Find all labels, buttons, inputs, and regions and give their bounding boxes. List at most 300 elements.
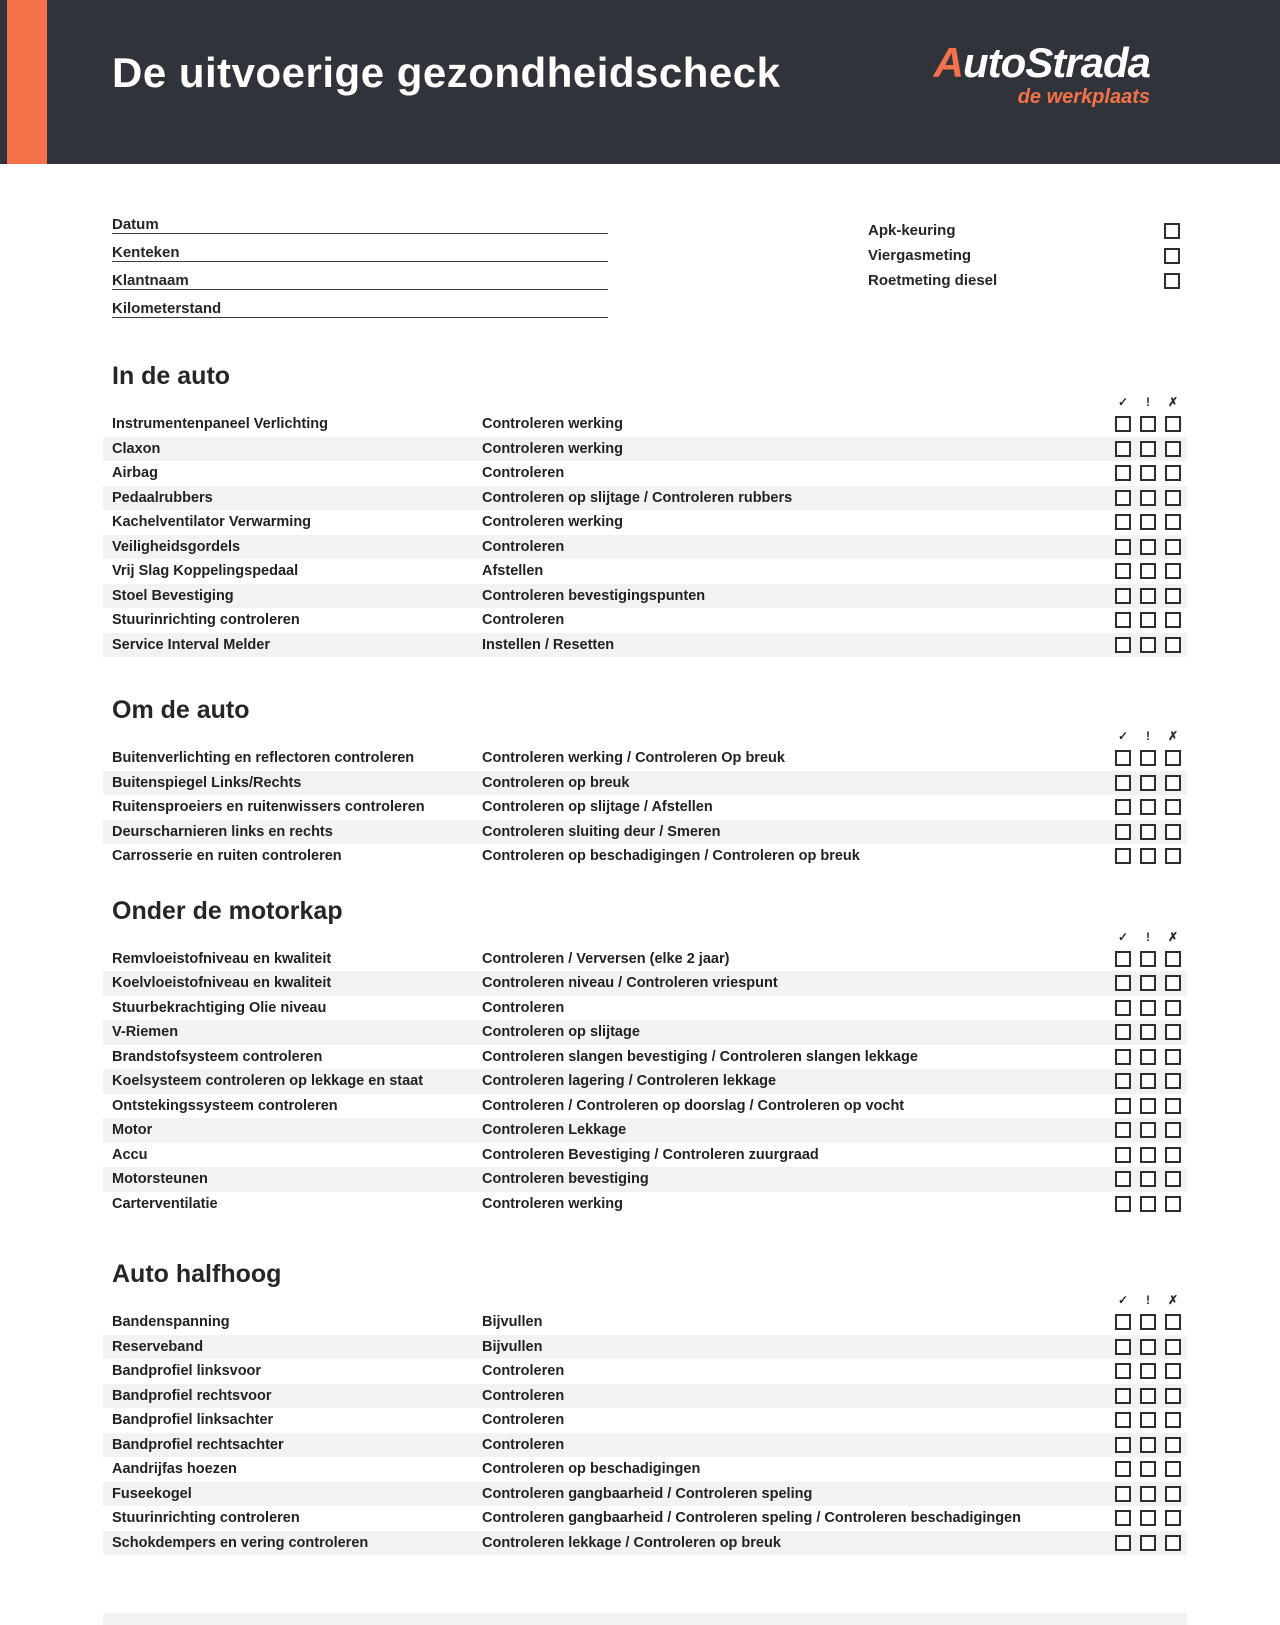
checkbox-fail[interactable] xyxy=(1165,1461,1181,1477)
checkbox-ok[interactable] xyxy=(1115,1171,1131,1187)
checkbox-ok[interactable] xyxy=(1115,848,1131,864)
row-name: Schokdempers en vering controleren xyxy=(112,1534,369,1551)
row-checkboxes xyxy=(1115,1000,1187,1016)
row-task: Controleren op breuk xyxy=(482,774,630,791)
checkbox-fail[interactable] xyxy=(1165,1535,1181,1551)
legend xyxy=(103,929,1187,945)
checkbox-warn[interactable] xyxy=(1140,588,1156,604)
sections xyxy=(103,360,1187,1555)
checkbox-fail[interactable] xyxy=(1165,1388,1181,1404)
checkbox-warn[interactable] xyxy=(1140,1363,1156,1379)
table-row xyxy=(103,1167,1187,1192)
legend-fail-icon: ✗ xyxy=(1167,1293,1179,1307)
legend-warn-icon: ! xyxy=(1146,1293,1150,1307)
table-row xyxy=(103,1359,1187,1384)
checkbox-ok[interactable] xyxy=(1115,975,1131,991)
checkbox-fail[interactable] xyxy=(1165,1098,1181,1114)
extra-check-row xyxy=(868,243,1180,268)
checkbox-ok[interactable] xyxy=(1115,1339,1131,1355)
section-rows xyxy=(103,746,1187,869)
checkbox-warn[interactable] xyxy=(1140,750,1156,766)
checkbox-ok[interactable] xyxy=(1115,490,1131,506)
row-checkboxes xyxy=(1115,1147,1187,1163)
row-checkboxes xyxy=(1115,490,1187,506)
checkbox-fail[interactable] xyxy=(1165,1024,1181,1040)
kenteken-label: Kenteken xyxy=(112,244,180,261)
table-row xyxy=(103,947,1187,972)
checkbox-fail[interactable] xyxy=(1165,824,1181,840)
row-name: Bandprofiel rechtsvoor xyxy=(112,1387,272,1404)
row-name: Koelvloeistofniveau en kwaliteit xyxy=(112,975,332,992)
row-checkboxes xyxy=(1115,1461,1187,1477)
checkbox-ok[interactable] xyxy=(1115,951,1131,967)
row-name: Motor xyxy=(112,1122,153,1139)
row-task: Controleren xyxy=(482,465,565,482)
checkbox-warn[interactable] xyxy=(1140,514,1156,530)
checkbox-warn[interactable] xyxy=(1140,1412,1156,1428)
table-row xyxy=(103,1506,1187,1531)
klantnaam-label: Klantnaam xyxy=(112,272,189,289)
row-name: Brandstofsysteem controleren xyxy=(112,1048,323,1065)
checkbox-warn[interactable] xyxy=(1140,1196,1156,1212)
table-row xyxy=(103,510,1187,535)
row-task: Controleren Bevestiging / Controleren zuurgraad xyxy=(482,1146,819,1163)
row-checkboxes xyxy=(1115,799,1187,815)
checkbox-warn[interactable] xyxy=(1140,799,1156,815)
row-checkboxes xyxy=(1115,1122,1187,1138)
row-name: Claxon xyxy=(112,440,161,457)
section-title: Om de auto xyxy=(112,696,250,724)
row-task: Controleren gangbaarheid / Controleren speling / Controleren beschadigingen xyxy=(482,1510,1021,1527)
page-title: De uitvoerige gezondheidscheck xyxy=(112,49,781,96)
row-name: Ruitensproeiers en ruitenwissers controleren xyxy=(112,799,425,816)
checkbox-warn[interactable] xyxy=(1140,1098,1156,1114)
table-row xyxy=(103,996,1187,1021)
extra-check-row xyxy=(868,268,1180,293)
row-checkboxes xyxy=(1115,1073,1187,1089)
checkbox-warn[interactable] xyxy=(1140,1339,1156,1355)
checkbox-fail[interactable] xyxy=(1165,416,1181,432)
checkbox-ok[interactable] xyxy=(1115,1314,1131,1330)
row-checkboxes xyxy=(1115,848,1187,864)
checkbox-ok[interactable] xyxy=(1115,1049,1131,1065)
table-row xyxy=(103,1045,1187,1070)
checkbox-ok[interactable] xyxy=(1115,1024,1131,1040)
row-checkboxes xyxy=(1115,1412,1187,1428)
table-row xyxy=(103,1143,1187,1168)
row-name: Kachelventilator Verwarming xyxy=(112,514,312,531)
row-task: Controleren xyxy=(482,1412,565,1429)
checkbox-fail[interactable] xyxy=(1165,1339,1181,1355)
checkbox-ok[interactable] xyxy=(1115,612,1131,628)
row-name: Deurscharnieren links en rechts xyxy=(112,823,333,840)
extra-check-row xyxy=(868,218,1180,243)
checkbox-fail[interactable] xyxy=(1165,975,1181,991)
checkbox-fail[interactable] xyxy=(1165,1196,1181,1212)
checkbox-warn[interactable] xyxy=(1140,1073,1156,1089)
checkbox-warn[interactable] xyxy=(1140,612,1156,628)
row-task: Controleren op slijtage xyxy=(482,1024,640,1041)
checkbox-ok[interactable] xyxy=(1115,539,1131,555)
checkbox-fail[interactable] xyxy=(1165,1363,1181,1379)
checkbox-warn[interactable] xyxy=(1140,539,1156,555)
row-task: Controleren xyxy=(482,1436,565,1453)
extra-checks xyxy=(868,218,1180,293)
row-name: Service Interval Melder xyxy=(112,636,270,653)
legend xyxy=(103,394,1187,410)
checkbox-warn[interactable] xyxy=(1140,1147,1156,1163)
row-name: V-Riemen xyxy=(112,1024,179,1041)
checkbox-warn[interactable] xyxy=(1140,775,1156,791)
row-name: Stuurinrichting controleren xyxy=(112,1510,300,1527)
row-task: Controleren lekkage / Controleren op breuk xyxy=(482,1534,781,1551)
kenteken-input-line[interactable] xyxy=(112,244,608,262)
apk-keuring-label: Apk-keuring xyxy=(868,222,956,239)
checkbox-fail[interactable] xyxy=(1165,1073,1181,1089)
table-row xyxy=(103,1531,1187,1556)
row-task: Controleren werking xyxy=(482,514,623,531)
row-name: Instrumentenpaneel Verlichting xyxy=(112,416,328,433)
checkbox-fail[interactable] xyxy=(1165,750,1181,766)
checkbox-warn[interactable] xyxy=(1140,1171,1156,1187)
row-task: Controleren xyxy=(482,1363,565,1380)
kilometerstand-label: Kilometerstand xyxy=(112,300,222,317)
checkbox-ok[interactable] xyxy=(1115,465,1131,481)
brand-tagline: de werkplaats xyxy=(1017,86,1150,108)
row-task: Controleren op beschadigingen / Controleren op breuk xyxy=(482,848,860,865)
row-task: Controleren op slijtage / Controleren rubbers xyxy=(482,489,793,506)
table-row xyxy=(103,535,1187,560)
row-name: Pedaalrubbers xyxy=(112,489,213,506)
accent-stripe xyxy=(7,0,47,164)
row-checkboxes xyxy=(1115,637,1187,653)
row-task: Controleren / Verversen (elke 2 jaar) xyxy=(482,950,730,967)
table-row xyxy=(103,771,1187,796)
checkbox-warn[interactable] xyxy=(1140,1314,1156,1330)
row-name: Remvloeistofniveau en kwaliteit xyxy=(112,950,332,967)
checkbox-ok[interactable] xyxy=(1115,1535,1131,1551)
row-name: Stuurinrichting controleren xyxy=(112,612,300,629)
row-task: Controleren bevestiging xyxy=(482,1171,649,1188)
row-checkboxes xyxy=(1115,1171,1187,1187)
table-row xyxy=(103,746,1187,771)
legend-check-icon: ✓ xyxy=(1117,729,1129,743)
row-name: Reserveband xyxy=(112,1338,204,1355)
table-row xyxy=(103,1433,1187,1458)
table-row xyxy=(103,1020,1187,1045)
row-name: Koelsysteem controleren op lekkage en staat xyxy=(112,1073,424,1090)
row-name: Buitenspiegel Links/Rechts xyxy=(112,774,302,791)
checklist-section xyxy=(103,895,1187,1217)
checklist-section xyxy=(103,1258,1187,1555)
row-checkboxes xyxy=(1115,612,1187,628)
table-row xyxy=(103,1094,1187,1119)
checkbox-warn[interactable] xyxy=(1140,1000,1156,1016)
row-task: Controleren slangen bevestiging / Controleren slangen lekkage xyxy=(482,1048,918,1065)
datum-label: Datum xyxy=(112,216,159,233)
row-checkboxes xyxy=(1115,750,1187,766)
checkbox-fail[interactable] xyxy=(1165,799,1181,815)
table-row xyxy=(103,1335,1187,1360)
checkbox-fail[interactable] xyxy=(1165,637,1181,653)
checkbox-ok[interactable] xyxy=(1115,799,1131,815)
row-task: Controleren lagering / Controleren lekkage xyxy=(482,1073,777,1090)
viergasmeting-label: Viergasmeting xyxy=(868,247,972,264)
checkbox-fail[interactable] xyxy=(1165,1049,1181,1065)
row-checkboxes xyxy=(1115,1510,1187,1526)
row-task: Controleren bevestigingspunten xyxy=(482,587,706,604)
row-task: Instellen / Resetten xyxy=(482,636,615,653)
checkbox-ok[interactable] xyxy=(1115,1122,1131,1138)
datum-input-line[interactable] xyxy=(112,216,608,234)
checkbox-ok[interactable] xyxy=(1115,1412,1131,1428)
row-name: Bandprofiel linksvoor xyxy=(112,1363,262,1380)
checklist-section xyxy=(103,360,1187,657)
row-checkboxes xyxy=(1115,1339,1187,1355)
checkbox-ok[interactable] xyxy=(1115,824,1131,840)
row-checkboxes xyxy=(1115,1388,1187,1404)
checkbox-ok[interactable] xyxy=(1115,750,1131,766)
row-task: Controleren xyxy=(482,1387,565,1404)
checklist-section xyxy=(103,694,1187,869)
checkbox-ok[interactable] xyxy=(1115,1461,1131,1477)
legend-fail-icon: ✗ xyxy=(1167,729,1179,743)
table-row xyxy=(103,1310,1187,1335)
row-name: Veiligheidsgordels xyxy=(112,538,241,555)
legend-check-icon: ✓ xyxy=(1117,395,1129,409)
row-checkboxes xyxy=(1115,951,1187,967)
row-task: Controleren op slijtage / Afstellen xyxy=(482,799,713,816)
table-row xyxy=(103,461,1187,486)
checkbox-ok[interactable] xyxy=(1115,416,1131,432)
document-header xyxy=(0,0,1280,164)
row-task: Controleren Lekkage xyxy=(482,1122,627,1139)
row-task: Controleren sluiting deur / Smeren xyxy=(482,823,721,840)
row-task: Controleren niveau / Controleren vriespunt xyxy=(482,975,778,992)
row-name: Bandprofiel linksachter xyxy=(112,1412,274,1429)
checkbox-ok[interactable] xyxy=(1115,1363,1131,1379)
row-name: Ontstekingssysteem controleren xyxy=(112,1097,338,1114)
legend-fail-icon: ✗ xyxy=(1167,395,1179,409)
table-row xyxy=(103,1408,1187,1433)
section-title: Onder de motorkap xyxy=(112,896,343,925)
klantnaam-input-line[interactable] xyxy=(112,272,608,290)
row-task: Controleren / Controleren op doorslag / Controleren op vocht xyxy=(482,1097,905,1114)
checkbox-fail[interactable] xyxy=(1165,612,1181,628)
row-name: Accu xyxy=(112,1146,148,1163)
legend xyxy=(103,728,1187,744)
row-task: Bijvullen xyxy=(482,1338,543,1355)
section-title: In de auto xyxy=(112,362,231,390)
table-row xyxy=(103,971,1187,996)
table-row xyxy=(103,1457,1187,1482)
row-checkboxes xyxy=(1115,1024,1187,1040)
row-checkboxes xyxy=(1115,1437,1187,1453)
table-row xyxy=(103,1482,1187,1507)
checkbox-fail[interactable] xyxy=(1165,1437,1181,1453)
checkbox-fail[interactable] xyxy=(1165,1122,1181,1138)
table-row xyxy=(103,1192,1187,1217)
row-checkboxes xyxy=(1115,416,1187,432)
roetmeting-diesel-checkbox[interactable] xyxy=(1164,273,1180,289)
table-row xyxy=(103,608,1187,633)
checkbox-fail[interactable] xyxy=(1165,848,1181,864)
checkbox-ok[interactable] xyxy=(1115,588,1131,604)
row-checkboxes xyxy=(1115,588,1187,604)
checkbox-warn[interactable] xyxy=(1140,975,1156,991)
legend xyxy=(103,1292,1187,1308)
table-row xyxy=(103,437,1187,462)
row-name: Aandrijfas hoezen xyxy=(112,1461,237,1478)
brand-rest: utoStrada xyxy=(962,39,1150,86)
row-name: Carterventilatie xyxy=(112,1195,218,1212)
row-checkboxes xyxy=(1115,1535,1187,1551)
checkbox-warn[interactable] xyxy=(1140,490,1156,506)
row-checkboxes xyxy=(1115,563,1187,579)
checkbox-fail[interactable] xyxy=(1165,951,1181,967)
table-row xyxy=(103,820,1187,845)
row-name: Bandenspanning xyxy=(112,1314,230,1331)
legend-check-icon: ✓ xyxy=(1117,929,1129,944)
row-checkboxes xyxy=(1115,824,1187,840)
checkbox-warn[interactable] xyxy=(1140,637,1156,653)
checkbox-warn[interactable] xyxy=(1140,848,1156,864)
row-task: Controleren gangbaarheid / Controleren speling xyxy=(482,1485,813,1502)
table-row xyxy=(103,1118,1187,1143)
checkbox-fail[interactable] xyxy=(1165,465,1181,481)
checkbox-ok[interactable] xyxy=(1115,1437,1131,1453)
checkbox-warn[interactable] xyxy=(1140,824,1156,840)
roetmeting-diesel-label: Roetmeting diesel xyxy=(868,272,998,289)
row-task: Controleren xyxy=(482,538,565,555)
brand-name xyxy=(933,39,1150,86)
checkbox-warn[interactable] xyxy=(1140,1510,1156,1526)
page-cutoff-row xyxy=(103,1613,1187,1625)
checkbox-fail[interactable] xyxy=(1165,1314,1181,1330)
row-name: Carrosserie en ruiten controleren xyxy=(112,848,342,865)
row-task: Controleren xyxy=(482,612,565,629)
row-name: Fuseekogel xyxy=(112,1485,192,1502)
checkbox-ok[interactable] xyxy=(1115,637,1131,653)
checkbox-fail[interactable] xyxy=(1165,563,1181,579)
row-task: Controleren xyxy=(482,999,565,1016)
table-row xyxy=(103,1384,1187,1409)
checkbox-warn[interactable] xyxy=(1140,441,1156,457)
section-title: Auto halfhoog xyxy=(112,1260,282,1288)
checkbox-fail[interactable] xyxy=(1165,441,1181,457)
checkbox-ok[interactable] xyxy=(1115,1073,1131,1089)
row-name: Vrij Slag Koppelingspedaal xyxy=(112,563,299,580)
checkbox-fail[interactable] xyxy=(1165,1510,1181,1526)
row-checkboxes xyxy=(1115,1098,1187,1114)
checkbox-fail[interactable] xyxy=(1165,775,1181,791)
legend-warn-icon: ! xyxy=(1146,929,1150,944)
row-task: Controleren werking xyxy=(482,416,623,433)
section-rows xyxy=(103,1310,1187,1555)
checkbox-ok[interactable] xyxy=(1115,563,1131,579)
checkbox-ok[interactable] xyxy=(1115,1510,1131,1526)
checkbox-warn[interactable] xyxy=(1140,951,1156,967)
checkbox-ok[interactable] xyxy=(1115,1098,1131,1114)
checkbox-warn[interactable] xyxy=(1140,1461,1156,1477)
brand-accent-letter: A xyxy=(933,39,963,86)
checkbox-warn[interactable] xyxy=(1140,1049,1156,1065)
checkbox-fail[interactable] xyxy=(1165,588,1181,604)
checkbox-fail[interactable] xyxy=(1165,1000,1181,1016)
checkbox-fail[interactable] xyxy=(1165,539,1181,555)
checkbox-warn[interactable] xyxy=(1140,1486,1156,1502)
section-rows xyxy=(103,947,1187,1217)
checkbox-ok[interactable] xyxy=(1115,441,1131,457)
checkbox-fail[interactable] xyxy=(1165,514,1181,530)
row-checkboxes xyxy=(1115,1196,1187,1212)
row-task: Bijvullen xyxy=(482,1314,543,1331)
table-row xyxy=(103,1069,1187,1094)
apk-keuring-checkbox[interactable] xyxy=(1164,223,1180,239)
checkbox-ok[interactable] xyxy=(1115,1486,1131,1502)
checkbox-ok[interactable] xyxy=(1115,1388,1131,1404)
row-task: Afstellen xyxy=(482,563,544,580)
row-checkboxes xyxy=(1115,441,1187,457)
row-task: Controleren op beschadigingen xyxy=(482,1461,701,1478)
checkbox-warn[interactable] xyxy=(1140,1535,1156,1551)
meta-form xyxy=(0,216,1280,320)
checkbox-fail[interactable] xyxy=(1165,1147,1181,1163)
row-checkboxes xyxy=(1115,465,1187,481)
row-checkboxes xyxy=(1115,1363,1187,1379)
checkbox-warn[interactable] xyxy=(1140,1024,1156,1040)
checkbox-warn[interactable] xyxy=(1140,1388,1156,1404)
legend-fail-icon: ✗ xyxy=(1167,929,1179,944)
checkbox-warn[interactable] xyxy=(1140,416,1156,432)
checkbox-fail[interactable] xyxy=(1165,1486,1181,1502)
row-name: Airbag xyxy=(112,465,158,482)
legend-warn-icon: ! xyxy=(1146,729,1150,743)
checkbox-fail[interactable] xyxy=(1165,1412,1181,1428)
row-checkboxes xyxy=(1115,1049,1187,1065)
checkbox-fail[interactable] xyxy=(1165,490,1181,506)
checkbox-ok[interactable] xyxy=(1115,1196,1131,1212)
table-row xyxy=(103,584,1187,609)
row-task: Controleren werking xyxy=(482,440,623,457)
row-checkboxes xyxy=(1115,975,1187,991)
checkbox-warn[interactable] xyxy=(1140,1437,1156,1453)
kilometerstand-input-line[interactable] xyxy=(112,300,608,318)
section-rows xyxy=(103,412,1187,657)
checkbox-warn[interactable] xyxy=(1140,465,1156,481)
row-name: Buitenverlichting en reflectoren controleren xyxy=(112,750,415,767)
row-name: Motorsteunen xyxy=(112,1171,208,1188)
row-task: Controleren werking / Controleren Op breuk xyxy=(482,750,785,767)
row-name: Stuurbekrachtiging Olie niveau xyxy=(112,999,327,1016)
table-row xyxy=(103,559,1187,584)
checkbox-ok[interactable] xyxy=(1115,1000,1131,1016)
checkbox-warn[interactable] xyxy=(1140,563,1156,579)
checkbox-ok[interactable] xyxy=(1115,775,1131,791)
form-fields xyxy=(112,216,608,328)
table-row xyxy=(103,795,1187,820)
checkbox-warn[interactable] xyxy=(1140,1122,1156,1138)
row-checkboxes xyxy=(1115,539,1187,555)
legend-warn-icon: ! xyxy=(1146,395,1150,409)
checkbox-fail[interactable] xyxy=(1165,1171,1181,1187)
brand-logo xyxy=(933,39,1150,108)
checkbox-ok[interactable] xyxy=(1115,1147,1131,1163)
table-row xyxy=(103,633,1187,658)
viergasmeting-checkbox[interactable] xyxy=(1164,248,1180,264)
row-task: Controleren werking xyxy=(482,1195,623,1212)
checkbox-ok[interactable] xyxy=(1115,514,1131,530)
